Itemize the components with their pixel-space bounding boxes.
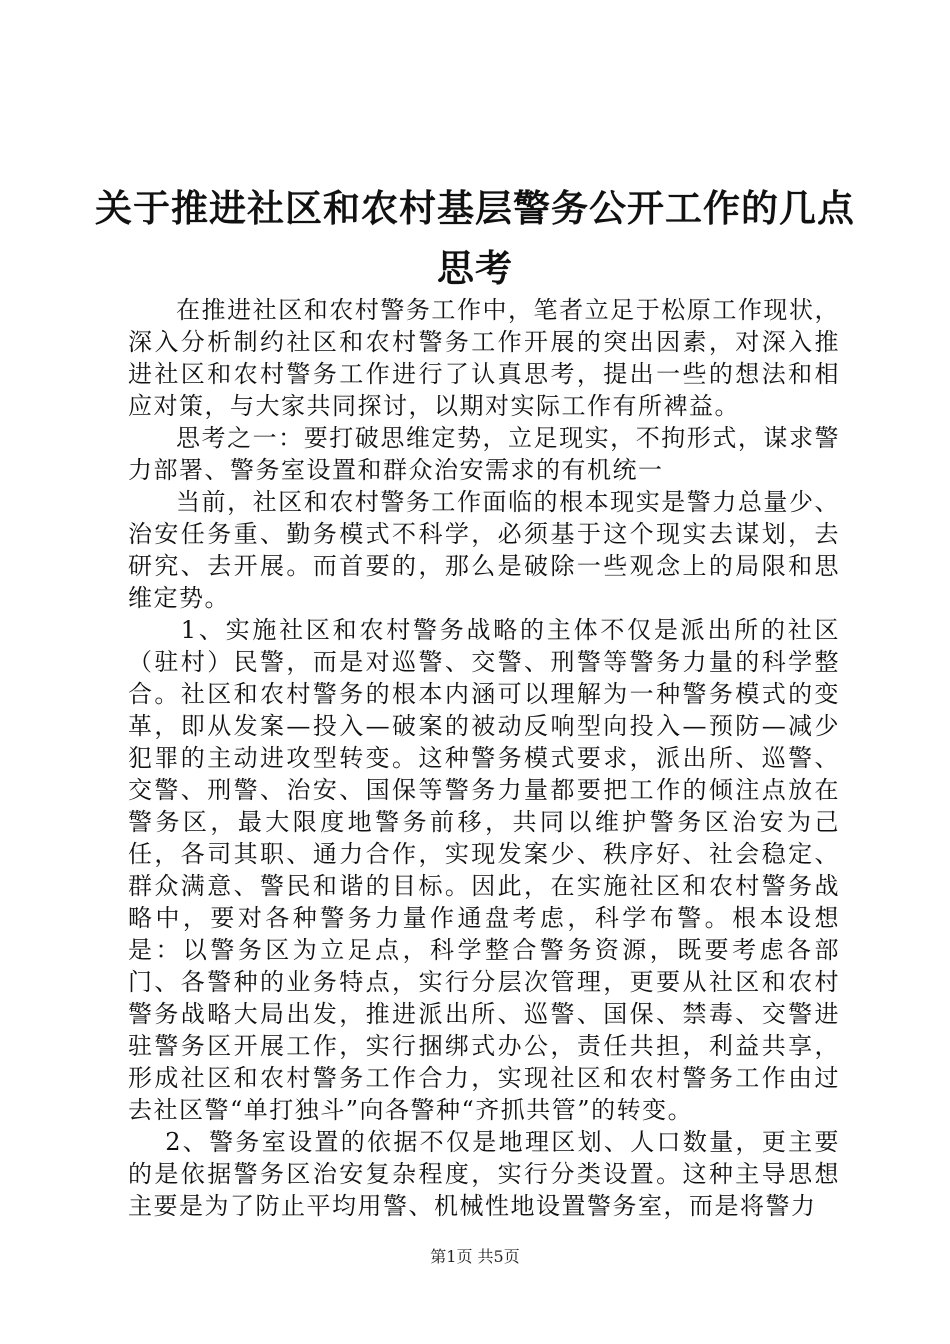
document-title-line-1: 关于推进社区和农村基层警务公开工作的几点 bbox=[95, 186, 855, 230]
paragraph-current-situation: 当前，社区和农村警务工作面临的根本现实是警力总量少、治安任务重、勤务模式不科学，必须基于这个现实去谋划，去研究、去开展。而首要的，那么是破除一些观念上的局限和思维定势。 bbox=[128, 488, 840, 612]
paragraph-point-1: 1、实施社区和农村警务战略的主体不仅是派出所的社区（驻村）民警，而是对巡警、交警、刑警等警务力量的科学整合。社区和农村警务的根本内涵可以理解为一种警务模式的变革，即从发案—投入—破案的被动反响型向投入—预防—减少犯罪的主动进攻型转变。这种警务模式要求，派出所、巡警、交警、刑警、治安、国保等警务力量都要把工作的倾注点放在警务区，最大限度地警务前移，共同以维护警务区治安为己任，各司其职、通力合作，实现发案少、秩序好、社会稳定、群众满意、警民和谐的目标。因此，在实施社区和农村警务战略中，要对各种警务力量作通盘考虑，科学布警。根本设想是：以警务区为立足点，科学整合警务资源，既要考虑各部门、各警种的业务特点，实行分层次管理，更要从社区和农村警务战略大局出发，推进派出所、巡警、国保、禁毒、交警进驻警务区开展工作，实行捆绑式办公，责任共担，利益共享，形成社区和农村警务工作合力，实现社区和农村警务工作由过去社区警“单打独斗”向各警种“齐抓共管”的转变。 bbox=[128, 616, 840, 1124]
page-number-footer: 第1页 共5页 bbox=[430, 1247, 520, 1266]
paragraph-intro: 在推进社区和农村警务工作中，笔者立足于松原工作现状，深入分析制约社区和农村警务工作开展的突出因素，对深入推进社区和农村警务工作进行了认真思考，提出一些的想法和相应对策，与大家共同探讨，以期对实际工作有所裨益。 bbox=[128, 296, 840, 420]
paragraph-point-2: 2、警务室设置的依据不仅是地理区划、人口数量，更主要的是依据警务区治安复杂程度，实行分类设置。这种主导思想主要是为了防止平均用警、机械性地设置警务室，而是将警力 bbox=[128, 1128, 840, 1220]
document-title-line-2: 思考 bbox=[437, 246, 513, 290]
document-body bbox=[128, 294, 840, 1222]
paragraph-thought-one-heading: 思考之一：要打破思维定势，立足现实，不拘形式，谋求警力部署、警务室设置和群众治安需求的有机统一 bbox=[128, 424, 840, 484]
